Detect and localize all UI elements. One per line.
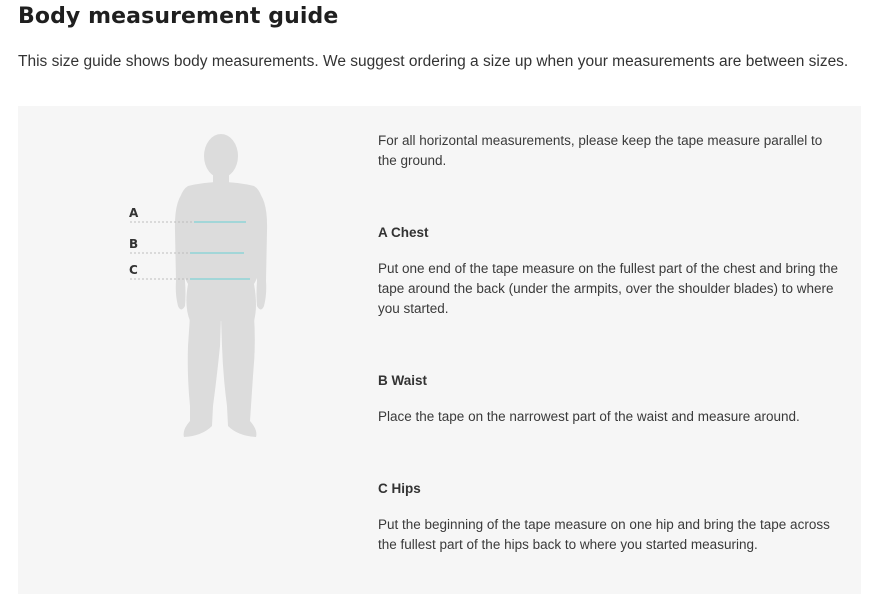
chest-heading: A Chest — [378, 225, 429, 240]
measurement-panel — [18, 106, 861, 594]
chest-description: Put one end of the tape measure on the fullest part of the chest and bring the tape around the back (under the armpits, over the shoulder blades) to where you started. — [378, 261, 839, 316]
hips-heading: C Hips — [378, 481, 421, 496]
waist-heading: B Waist — [378, 373, 428, 388]
horizontal-note: For all horizontal measurements, please keep the tape measure parallel to the ground. — [378, 133, 823, 168]
human-silhouette-icon — [18, 106, 348, 594]
hips-description: Put the beginning of the tape measure on one hip and bring the tape across the fullest part of the hips back to where you started measuring. — [378, 517, 830, 552]
waist-description: Place the tape on the narrowest part of the waist and measure around. — [378, 409, 800, 424]
waist-marker-label: B — [129, 237, 139, 251]
chest-marker-label: A — [129, 206, 139, 220]
body-figure — [18, 106, 348, 594]
page-title: Body measurement guide — [18, 4, 339, 29]
intro-text: This size guide shows body measurements. We suggest ordering a size up when your measurements are between sizes. — [18, 53, 849, 70]
hips-marker-label: C — [129, 263, 138, 277]
